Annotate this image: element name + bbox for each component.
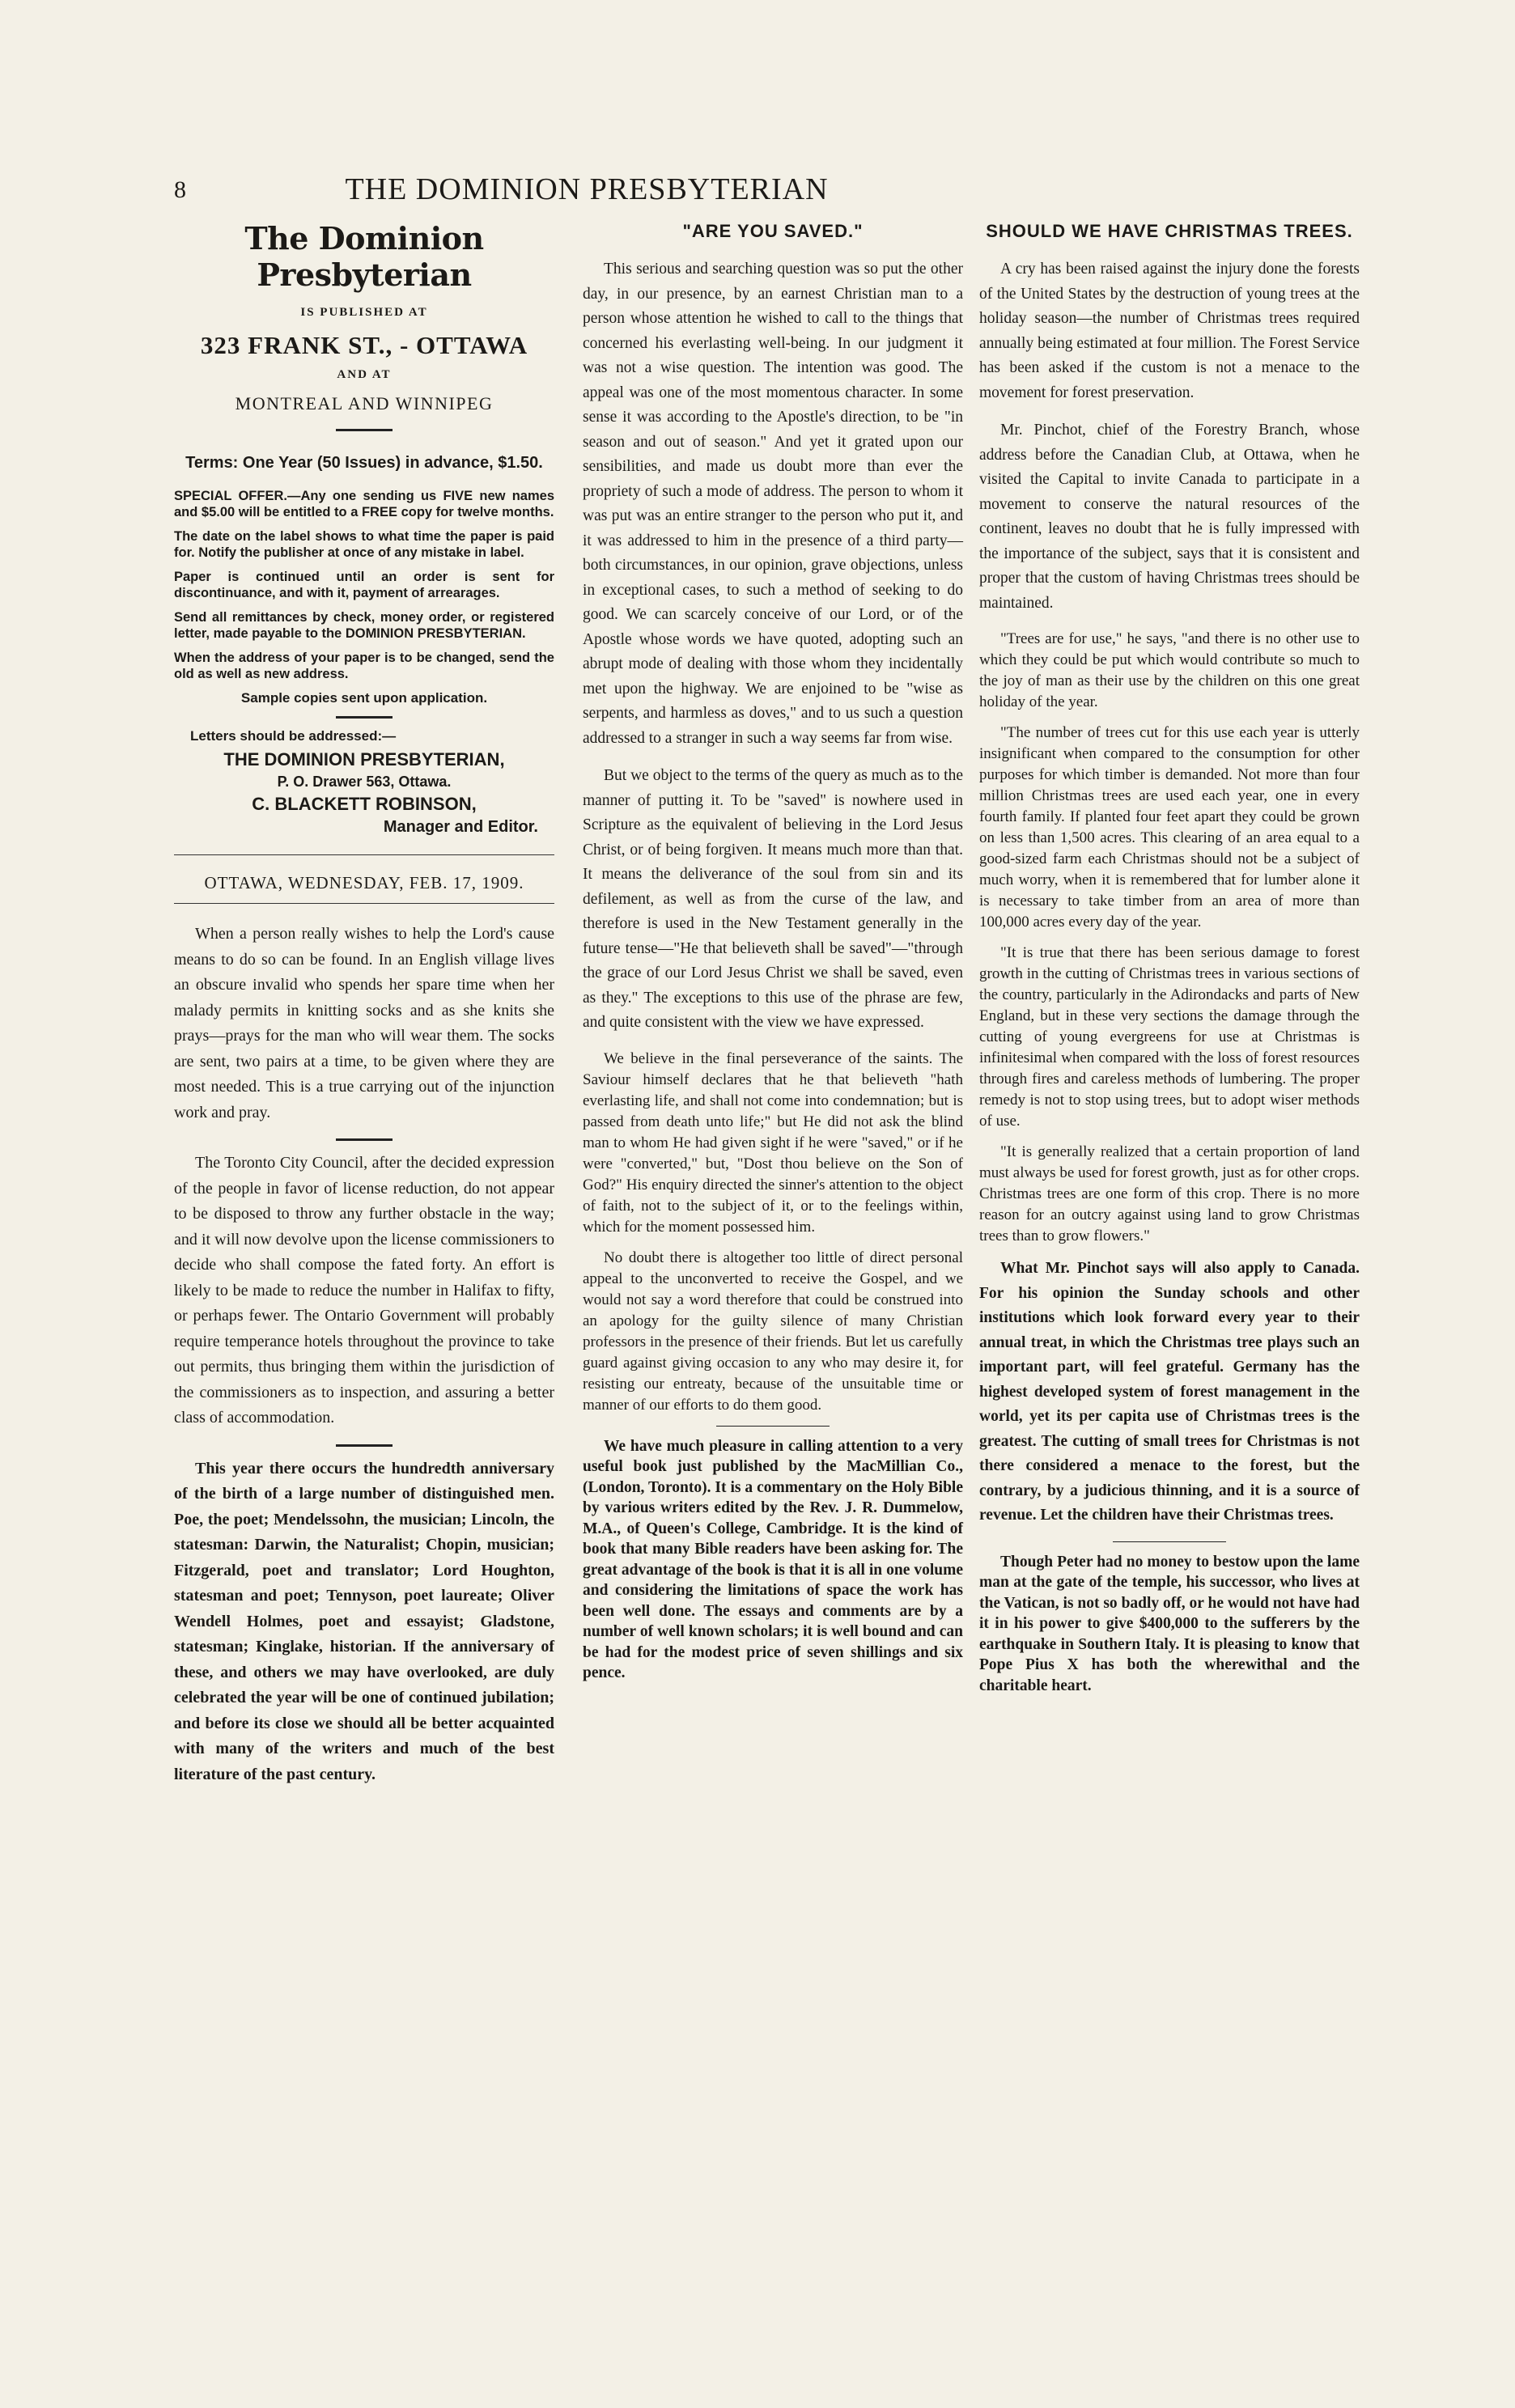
and-at: AND AT bbox=[337, 368, 392, 381]
article-paragraph: A cry has been raised against the injury done the forests of the United States by the destruction of young trees at the holiday season—the number of Christmas trees required annually being estimated at four million. The Forest Service has been asked if the custom is not a menace to the movement for forest preservation. bbox=[979, 261, 1360, 401]
subscription-terms: Terms: One Year (50 Issues) in advance, $1.50. bbox=[185, 454, 543, 472]
column-christmas-trees bbox=[979, 220, 1360, 1696]
article-paragraph: "It is true that there has been serious damage to forest growth in the cutting of Christmas trees in various sections of the country, particularly in the Adirondacks and parts of New England, but in these very sections the damage through the cutting of young evergreens for use at Christmas is infinitesimal when compared with the loss of forest resources through fires and careless methods of lumbering. The proper remedy is not to stop using trees, but to adopt wiser methods of use. bbox=[979, 944, 1360, 1130]
notice-special-offer: SPECIAL OFFER.—Any one sending us FIVE new names and $5.00 will be entitled to a FREE copy for twelve months. bbox=[174, 489, 554, 519]
article-pope-donation: Though Peter had no money to bestow upon the lame man at the gate of the temple, his successor, who lives at the Vatican, is not so badly off, or he would not have had it in his power to give $400,000 to the sufferers by the earthquake in Southern Italy. It is pleasing to know that Pope Pius X has both the wherewithal and the charitable heart. bbox=[979, 1553, 1360, 1694]
article-paragraph: "Trees are for use," he says, "and there is no other use to which they could be put which would contribute so much to the joy of man as their use by the children on this one great holiday of the year. bbox=[979, 630, 1360, 710]
article-commentary-book: We have much pleasure in calling attention to a very useful book just published by the MacMillian Co., (London, Toronto). It is a commentary on the Holy Bible by various writers edited by the Rev. J. R. Dummelow, M.A., of Queen's College, Cambridge. It is the kind of book that many Bible readers have been asking for. The great advantage of the book is that it is all in one volume and considering the limitations of space the work has been well done. The essays and comments are by a number of well known scholars; it is well bound and can be had for the modest price of seven shillings and six pence. bbox=[583, 1437, 963, 1681]
page-header bbox=[174, 172, 999, 212]
notice-label-date: The date on the label shows to what time the paper is paid for. Notify the publisher at once of any mistake in label. bbox=[174, 529, 554, 560]
article-paragraph: Mr. Pinchot, chief of the Forestry Branch, whose address before the Canadian Club, at Ottawa, when he visited the Capital to invite Canada to participate in a movement to conserve the natural resources of the continent, leaves no doubt that he is fully impressed with the importance of the subject, says that it is consistent and proper that the custom of having Christmas trees should be maintained. bbox=[979, 422, 1360, 612]
notice-continuation: Paper is continued until an order is sent for discontinuance, and with it, payment of arrearages. bbox=[174, 570, 554, 600]
divider bbox=[716, 1426, 830, 1427]
divider bbox=[336, 429, 393, 431]
letters-instruction: Letters should be addressed:— bbox=[190, 728, 397, 744]
notice-remittances: Send all remittances by check, money order, or registered letter, made payable to the DOMINION PRESBYTERIAN. bbox=[174, 610, 554, 641]
divider bbox=[336, 716, 393, 719]
divider bbox=[174, 903, 554, 904]
editor-name: C. BLACKETT ROBINSON, bbox=[252, 794, 477, 814]
article-paragraph: "It is generally realized that a certain proportion of land must always be used for forest growth, just as for other crops. Christmas trees are one form of this crop. There is no more reason for an outcry against using land to grow Christmas trees than to grow flowers." bbox=[979, 1143, 1360, 1244]
po-box: P. O. Drawer 563, Ottawa. bbox=[277, 774, 452, 790]
article-paragraph: No doubt there is altogether too little of direct personal appeal to the unconverted to receive the Gospel, and we would not say a word therefore that could be construed into an apology for the guilty silence of many Christian professors in the presence of their friends. But let us carefully guard against giving occasion to any who may desire it, for resisting our entreaty, because of the unsuitable time or manner of our efforts to do them good. bbox=[583, 1249, 963, 1414]
headline-are-you-saved: "ARE YOU SAVED." bbox=[682, 221, 864, 241]
dateline: OTTAWA, WEDNESDAY, FEB. 17, 1909. bbox=[204, 873, 524, 892]
publisher-address: 323 FRANK ST., - OTTAWA bbox=[200, 331, 528, 359]
article-invalid-knitting: When a person really wishes to help the Lord's cause means to do so can be found. In an English village lives an obscure invalid who spends her spare time when her malady permits in knitting socks and as she knits she prays—prays for the man who will wear them. The socks are sent, two pairs at a time, to be given where they are most needed. This is a true carrying out of the injunction work and pray. bbox=[174, 925, 554, 1121]
article-paragraph: We believe in the final perseverance of the saints. The Saviour himself declares that he that believeth "hath everlasting life, and shall not come into condemnation; but is passed from death unto life;" but He did not ask the blind man to whom He had given sight if he were "saved," or if he were "converted," but, "Dost thou believe on the Son of God?" His enquiry directed the sinner's attention to the object of faith, not to the subject of it, or to the feelings within, which for the moment possessed him. bbox=[583, 1049, 963, 1236]
published-at: IS PUBLISHED AT bbox=[300, 306, 428, 319]
sample-copies: Sample copies sent upon application. bbox=[240, 690, 488, 706]
article-paragraph: But we object to the terms of the query as much as to the manner of putting it. To be "saved" is nowhere used in Scripture as the equivalent of believing in the Lord Jesus Christ, or of being forgiven. It means much more than that. It means the deliverance of the soul from sin and its defilement, as well as from the curse of the law, and therefore is used in the New Testament generally in the future tense—"He that believeth shall be saved"—"through the grace of our Lord Jesus Christ we shall be saved, even as they." The exceptions to this use of the phrase are few, and quite consistent with the view we have expressed. bbox=[583, 767, 963, 1031]
article-paragraph: "The number of trees cut for this use each year is utterly insignificant when compared to the consumption for other purposes for which timber is demanded. Not more than four million Christmas trees are used each year, one in every fourth family. If planted four feet apart they could be grown on less than 1,500 acres. This clearing of an area equal to a good-sized farm each Christmas should not be a subject of much worry, when it is remembered that for lumber alone it is necessary to take timber from an area of more than 100,000 acres every day of the year. bbox=[979, 724, 1360, 931]
headline-christmas-trees: SHOULD WE HAVE CHRISTMAS TREES. bbox=[986, 221, 1353, 241]
editor-role: Manager and Editor. bbox=[383, 818, 538, 836]
column-are-you-saved bbox=[583, 220, 963, 1684]
masthead-name: The Dominion Presbyterian bbox=[244, 220, 484, 293]
column-masthead bbox=[174, 220, 554, 1800]
article-paragraph: This serious and searching question was so put the other day, in our presence, by an earnest Christian man to a person whose attention he wished to call to the things that concerned his everlasting well-being. In our judgment it was not a wise question. The intention was good. The appeal was one of the most momentous character. In some sense it was according to the Apostle's direction, to be "in season and out of season." And yet it grated upon our sensibilities, and made us doubt more than ever the propriety of such a mode of address. The person to whom it was put was an entire stranger to the person who put it, and it was addressed to him in the presence of a third party—both circumstances, in our opinion, grave objections, unless in exceptional cases, to such a method of seeking to do good. We can scarcely conceive of our Lord, or of the Apostle whose words we have quoted, adopting such an abrupt mode of dealing with those whom they incidentally met upon the highway. We are enjoined to be "wise as serpents, and harmless as doves," and to us such a question addressed to a stranger in such a way seems far from wise. bbox=[583, 261, 963, 747]
publisher-cities: MONTREAL AND WINNIPEG bbox=[235, 393, 494, 413]
paper-title: THE DOMINION PRESBYTERIAN bbox=[345, 172, 829, 206]
article-anniversaries: This year there occurs the hundredth anniversary of the birth of a large number of distinguished men. Poe, the poet; Mendelssohn, the musician; Lincoln, the statesman: Darwin, the Naturalist; Chopin, musician; Fitzgerald, poet and translator; Lord Houghton, statesman and poet; Tennyson, poet laureate; Oliver Wendell Holmes, poet and essayist; Gladstone, statesman; Kinglake, historian. If the anniversary of these, and others we may have overlooked, are duly celebrated the year will be one of continued jubilation; and before its close we should all be better acquainted with many of the writers and much of the best literature of the past century. bbox=[174, 1459, 554, 1783]
article-toronto-council: The Toronto City Council, after the decided expression of the people in favor of license reduction, do not appear to be disposed to throw any further obstacle in the way; and it will now devolve upon the license commissioners to decide who shall compose the fated forty. An effort is likely to be made to reduce the number in Halifax to fifty, or perhaps fewer. The Ontario Government will probably require temperance hotels throughout the province to take out permits, thus bringing them within the jurisdiction of the commissioners as to inspection, and assuring a better class of accommodation. bbox=[174, 1154, 554, 1427]
notice-address-change: When the address of your paper is to be changed, send the old as well as new address. bbox=[174, 651, 554, 681]
org-name: THE DOMINION PRESBYTERIAN, bbox=[223, 749, 505, 769]
page-number: 8 bbox=[174, 176, 186, 203]
divider bbox=[336, 1444, 393, 1447]
article-paragraph: What Mr. Pinchot says will also apply to Canada. For his opinion the Sunday schools and other institutions which look forward every year to their annual treat, in which the Christmas tree plays such an important part, will feel grateful. Germany has the highest developed system of forest management in the world, yet its per capita use of Christmas trees is the greatest. The cutting of small trees for Christmas is not there considered a menace to the forest, but the contrary, by a judicious thinning, and it is a source of revenue. Let the children have their Christmas trees. bbox=[979, 1260, 1360, 1524]
divider bbox=[1113, 1541, 1226, 1542]
divider bbox=[174, 854, 554, 855]
divider bbox=[336, 1138, 393, 1141]
